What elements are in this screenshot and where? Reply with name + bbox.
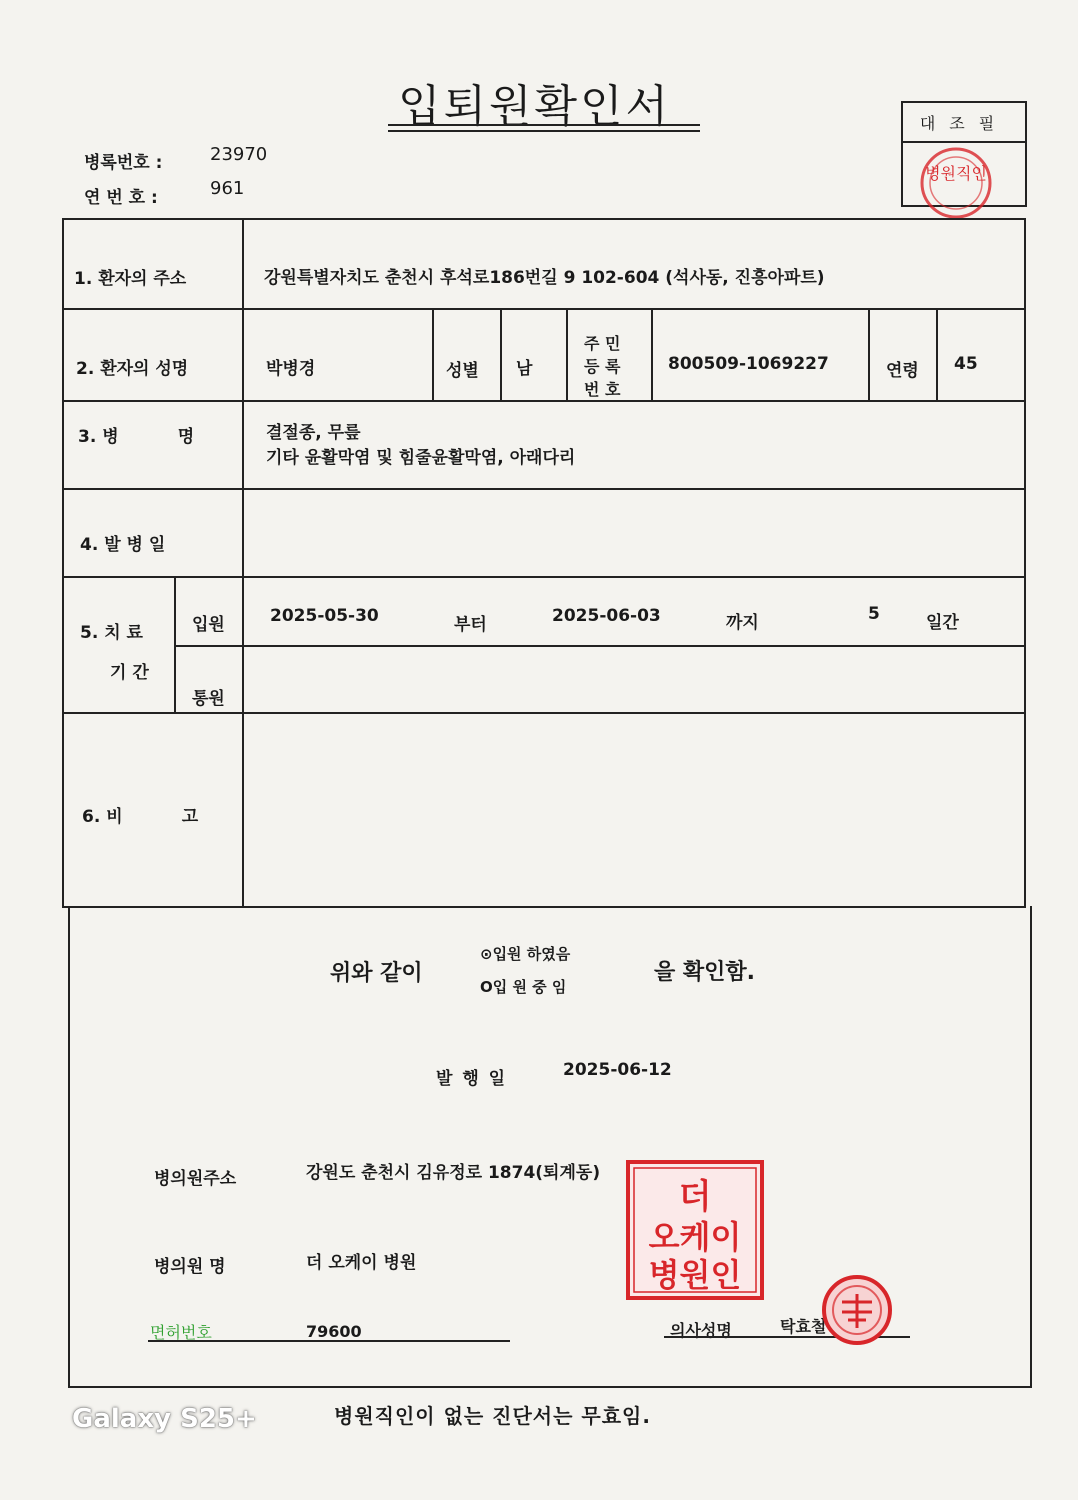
hospital-seal-line1: 더	[678, 1177, 712, 1217]
compare-stamp-box	[901, 101, 1027, 207]
info-table	[62, 218, 1026, 908]
document-title: 입퇴원확인서	[398, 81, 672, 132]
serial-number-label: 연 번 호 :	[84, 188, 158, 208]
license-value: 79600	[306, 1322, 362, 1341]
hospital-seal-icon	[626, 1160, 764, 1300]
confirm-option-inpatient: O입 원 중 임	[480, 978, 567, 996]
license-label: 면허번호	[150, 1323, 212, 1342]
title-underline-second	[388, 130, 700, 132]
license-underline	[148, 1340, 510, 1342]
sex-label: 성별	[446, 361, 479, 381]
footer-note: 병원직인이 없는 진단서는 무효임.	[334, 1404, 651, 1428]
address-label: 1. 환자의 주소	[74, 269, 187, 289]
disease-label: 3. 병 명	[78, 427, 195, 447]
sex-value: 남	[516, 359, 533, 379]
camera-watermark: Galaxy S25+	[72, 1404, 257, 1434]
remark-label: 6. 비 고	[82, 807, 199, 827]
name-label: 2. 환자의 성명	[76, 359, 189, 379]
rrn-value: 800509-1069227	[668, 354, 829, 374]
doctor-seal-icon	[820, 1272, 894, 1348]
issue-date-value: 2025-06-12	[563, 1060, 672, 1080]
inpatient-from: 2025-05-30	[270, 606, 379, 626]
hospital-seal-line3: 병원인	[648, 1256, 742, 1294]
disease-line1: 결절종, 무릎	[266, 423, 361, 443]
to-word: 까지	[726, 613, 759, 633]
rrn-label-line2: 등 록	[584, 357, 621, 376]
confirm-option-admitted: ⊙입원 하였음	[480, 945, 571, 963]
address-value: 강원특별자치도 춘천시 후석로186번길 9 102-604 (석사동, 진흥아파트)	[264, 268, 825, 288]
title-underline	[388, 124, 700, 126]
treatment-period-label: 기 간	[110, 663, 149, 683]
rrn-label-line3: 번 호	[584, 380, 621, 399]
inpatient-days: 5	[868, 604, 880, 624]
compare-seal-text-top: 병원직인	[925, 164, 987, 183]
record-number-label: 병록번호 :	[84, 153, 163, 173]
doctor-name-label: 의사성명	[670, 1321, 732, 1340]
rrn-label-line1: 주 민	[584, 334, 621, 353]
days-word: 일간	[926, 613, 959, 633]
compare-stamp-label: 대조필	[903, 103, 1025, 143]
issue-date-label: 발 행 일	[436, 1069, 508, 1089]
serial-number-value: 961	[210, 178, 245, 199]
treatment-label: 5. 치 료	[80, 623, 143, 643]
age-label: 연령	[886, 361, 919, 381]
record-number-value: 23970	[210, 144, 268, 165]
confirm-prefix: 위와 같이	[330, 961, 423, 986]
onset-label: 4. 발 병 일	[80, 535, 166, 555]
hospital-address-label: 병의원주소	[154, 1169, 237, 1189]
confirm-suffix: 을 확인함.	[654, 960, 756, 985]
inpatient-label: 입원	[192, 615, 225, 635]
hospital-address-value: 강원도 춘천시 김유정로 1874(퇴계동)	[306, 1163, 601, 1183]
age-value: 45	[954, 354, 978, 374]
rrn-label	[584, 332, 620, 401]
hospital-name-label: 병의원 명	[154, 1257, 226, 1277]
from-word: 부터	[454, 615, 487, 635]
hospital-seal-line2: 오케이	[648, 1218, 742, 1256]
doctor-name-value: 탁효철	[780, 1317, 827, 1336]
inpatient-to: 2025-06-03	[552, 606, 661, 626]
name-value: 박병경	[266, 359, 316, 379]
disease-line2: 기타 윤활막염 및 힘줄윤활막염, 아래다리	[266, 448, 576, 468]
hospital-name-value: 더 오케이 병원	[306, 1253, 417, 1273]
outpatient-label: 통원	[192, 689, 225, 709]
